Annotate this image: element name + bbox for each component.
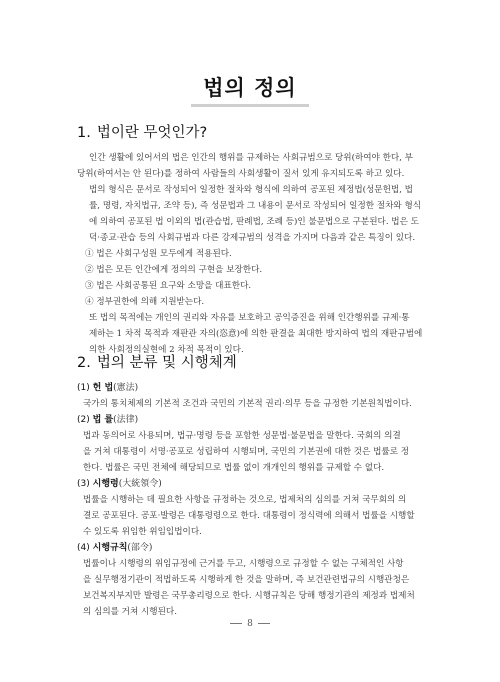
subsection-number: (2) [77, 415, 90, 425]
subsection-number: (3) [77, 479, 90, 489]
subsection-number: (4) [77, 543, 90, 553]
subsection-text [77, 396, 429, 412]
text-line: 보건복지부지만 발령은 국무총리령으로 한다. 시행규칙은 당해 행정기관의 제정과 법제처 [83, 591, 415, 601]
text-line: 률, 명령, 자치법규, 조약 등), 즉 성문법과 그 내용이 문서로 작성되어 일정한 절차와 형식 [89, 201, 422, 211]
title-area [0, 72, 500, 102]
section-1-number: 1. [77, 125, 91, 141]
section-2-number: 2. [77, 355, 91, 371]
paragraph [77, 150, 429, 182]
section-1-title: 법이란 무엇인가? [96, 125, 208, 141]
text-line: 의한 사회정의실현에 2 차적 목적이 있다. [89, 345, 244, 355]
subsection-label: 법 률 [92, 415, 114, 425]
text-line: 결로 공포된다. 공포·발령은 대통령령으로 한다. 대통령이 정식력에 의해서 법률을 시행할 [83, 511, 415, 521]
subsection-hanja: (法律) [113, 415, 139, 425]
paragraph [77, 182, 429, 246]
section-2-title: 법의 분류 및 시행체계 [96, 355, 237, 371]
list-item: ① 법은 사회구성원 모두에게 적용된다. [85, 249, 232, 259]
subsection-hanja: (部令) [127, 543, 153, 553]
footer-dash-right [258, 623, 270, 624]
text-line: 국가의 통치체제의 기본적 조건과 국민의 기본적 권리·의무 등을 규정한 기본원칙법이다. [83, 399, 412, 409]
subsection-label: 시행규칙 [92, 543, 128, 553]
subsection-hanja: (憲法) [113, 383, 139, 393]
subsection-text [77, 428, 429, 476]
subsection-hanja: (大統領令) [118, 479, 162, 489]
subsection-label: 헌 법 [92, 383, 114, 393]
section-1-heading [77, 121, 207, 142]
text-line: 법의 형식은 문서로 작성되어 일정한 절차와 형식에 의하여 공포된 제정법(성문헌법, 법 [89, 185, 413, 195]
list-item: ③ 법은 사회공통된 요구와 소망을 대표한다. [85, 281, 252, 291]
text-line: 법률이나 시행령의 위임규정에 근거를 두고, 시행령으로 규정할 수 없는 구체적인 사항 [83, 559, 404, 569]
page-number: 8 [247, 619, 253, 629]
page-footer [0, 619, 500, 629]
subsection-heading [77, 476, 429, 492]
feature-list [77, 246, 429, 310]
text-line: 에 의하여 공포된 법 이외의 법(관습법, 판례법, 조례 등)인 불문법으로 구분된다. 법은 도 [89, 217, 419, 227]
subsection-heading [77, 412, 429, 428]
subsection-text [77, 492, 429, 540]
footer-dash-left [230, 623, 242, 624]
text-line: 수 있도록 위임한 위임입법이다. [83, 527, 202, 537]
subsection-heading [77, 380, 429, 396]
page-title: 법의 정의 [203, 76, 297, 100]
section-1-body [77, 150, 429, 358]
list-item: ④ 정부권한에 의해 지원받는다. [85, 297, 205, 307]
text-line: 법률을 시행하는 데 필요한 사항을 규정하는 것으로, 법제처의 심의를 거쳐 국무회의 의 [83, 495, 407, 505]
subsection-label: 시행령 [92, 479, 119, 489]
text-line: 인간 생활에 있어서의 법은 인간의 행위를 규제하는 사회규범으로 당위(하여야 한다, 부 [89, 153, 413, 163]
text-line: 을 실무행정기관이 적법하도록 시행하게 한 것을 말하며, 즉 보건관련법규의 시행관청은 [83, 575, 410, 585]
text-line: 당위(하여서는 안 된다)를 정하여 사람들의 사회생활이 질서 있게 유지되도록 하고 있다. [77, 169, 405, 179]
subsection-text [77, 556, 429, 620]
title-underline [191, 104, 309, 107]
subsection-heading [77, 540, 429, 556]
text-line: 또 법의 목적에는 개인의 권리와 자유를 보호하고 공익증진을 위해 인간행위를 규제·통 [89, 313, 410, 323]
subsection-number: (1) [77, 383, 90, 393]
text-line: 덕·종교·관습 등의 사회규범과 다른 강제규범의 성격을 가지며 다음과 같은 특징이 있다. [89, 233, 416, 243]
text-line: 제하는 1 차적 목적과 재판관 자의(恣意)에 의한 판결을 최대한 방지하여 법의 재판규범에 [89, 329, 423, 339]
section-2-body [77, 380, 429, 620]
section-2-heading [77, 351, 237, 372]
list-item: ② 법은 모든 인간에게 정의의 구현을 보장한다. [85, 265, 263, 275]
text-line: 의 심의를 거쳐 시행된다. [83, 607, 177, 617]
text-line: 한다. 법률은 국민 전체에 해당되므로 법률 없이 개개인의 행위를 규제할 수 없다. [83, 463, 385, 473]
text-line: 법과 동의어로 사용되며, 법규·명령 등을 포함한 성문법·불문법을 말한다. 국회의 의결 [83, 431, 401, 441]
text-line: 을 거쳐 대통령이 서명·공포로 성립하여 시행되며, 국민의 기본권에 대한 것은 법률로 정 [83, 447, 410, 457]
